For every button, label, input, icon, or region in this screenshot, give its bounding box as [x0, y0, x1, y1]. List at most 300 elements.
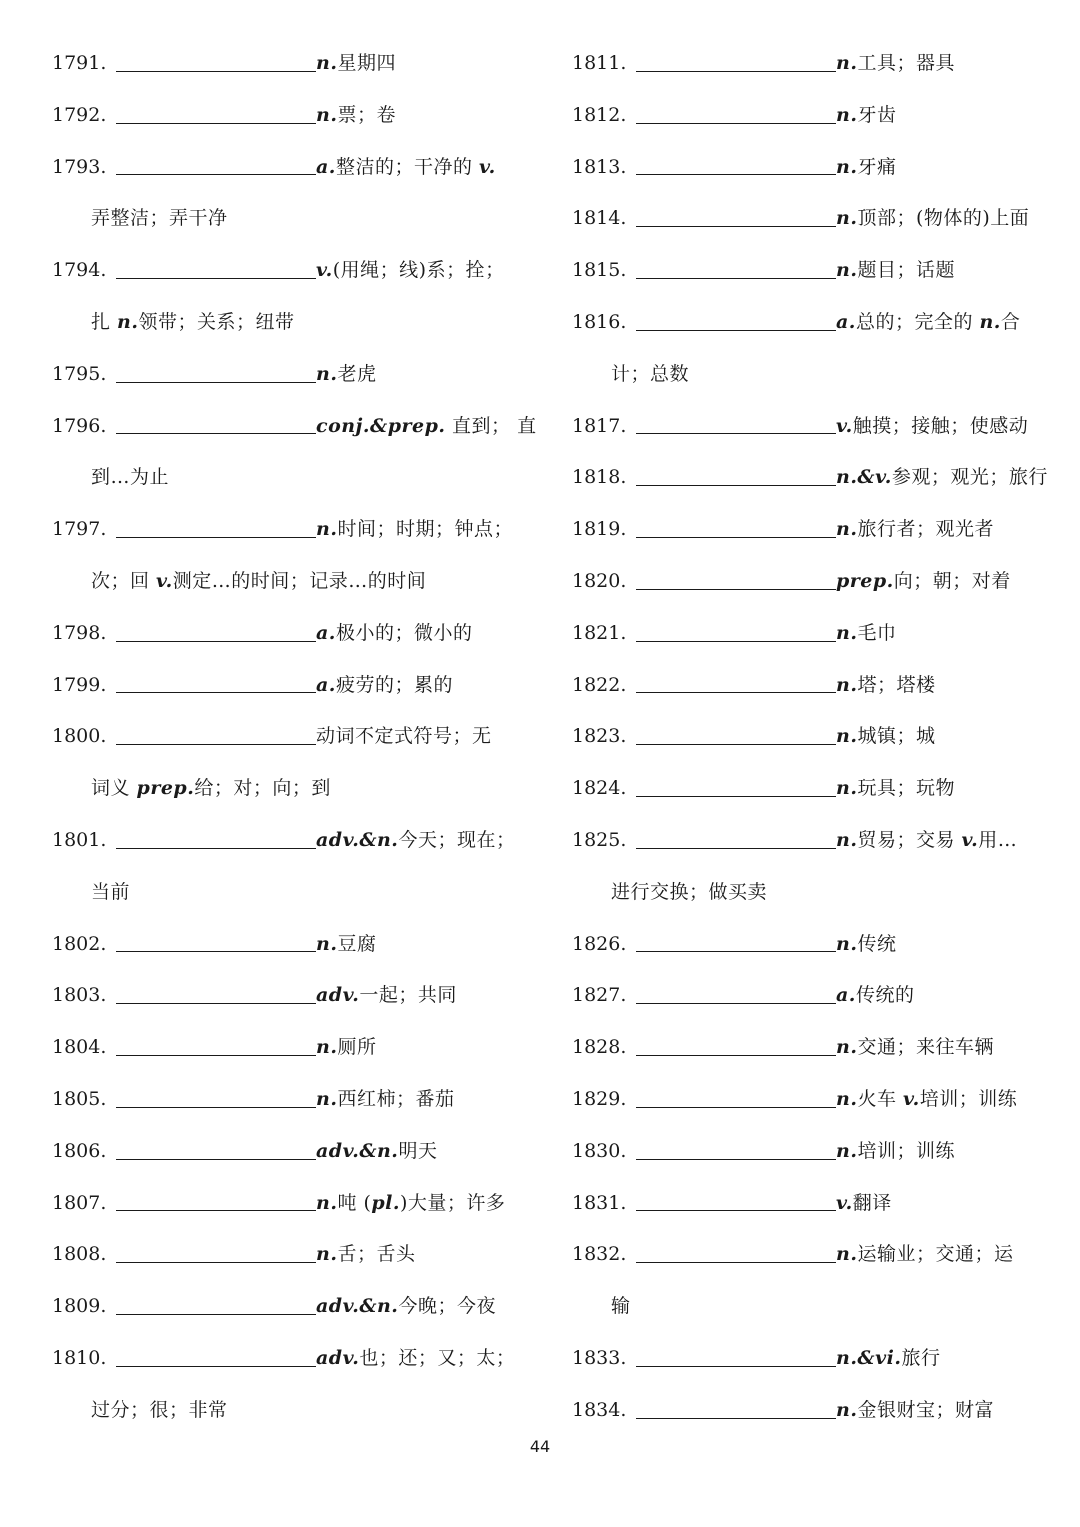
answer-blank[interactable]	[116, 1106, 316, 1108]
definition-text: 工具；器具	[857, 52, 955, 74]
definition	[836, 1074, 1017, 1126]
part-of-speech: n.	[316, 932, 338, 955]
answer-blank[interactable]	[636, 743, 836, 745]
answer-blank[interactable]	[636, 1417, 836, 1419]
definition-text: 顶部；(物体的)上面	[857, 207, 1030, 230]
entry-number: 1810.	[52, 1346, 107, 1369]
definition	[836, 297, 1020, 349]
vocab-entry	[572, 1126, 1034, 1178]
definition-text: 老虎	[337, 362, 377, 385]
definition	[91, 1385, 228, 1437]
definition-text: 火车	[857, 1087, 903, 1110]
answer-blank[interactable]	[636, 484, 836, 486]
vocab-entry	[572, 193, 1034, 245]
entry-number: 1814.	[572, 207, 627, 230]
definition-text: 极小的；微小的	[335, 621, 473, 644]
vocab-entry	[572, 711, 1034, 763]
definition	[316, 245, 505, 297]
entry-number: 1826.	[572, 932, 627, 955]
vocab-entry	[52, 142, 512, 194]
entry-number: 1825.	[572, 828, 627, 851]
answer-blank[interactable]	[636, 173, 836, 175]
definition	[836, 38, 955, 90]
vocab-entry	[572, 608, 1034, 660]
part-of-speech: n.	[836, 725, 858, 748]
vocab-continuation	[52, 867, 512, 919]
definition-text: 也；还；又；太；	[359, 1346, 516, 1369]
part-of-speech: adv.&n.	[316, 1295, 399, 1318]
definition	[611, 349, 689, 401]
left-column	[52, 38, 537, 1437]
part-of-speech: n.	[316, 1036, 338, 1059]
definition	[836, 660, 935, 712]
part-of-speech: adv.	[316, 984, 360, 1007]
vocab-continuation	[52, 1385, 512, 1437]
definition-text: 题目；话题	[857, 259, 955, 282]
definition-text: 星期四	[337, 52, 396, 74]
vocab-entry	[572, 504, 1034, 556]
definition	[316, 90, 396, 142]
definition-text: 毛巾	[857, 621, 897, 644]
part-of-speech: n.	[979, 310, 1001, 333]
answer-blank[interactable]	[116, 691, 316, 693]
entry-number: 1813.	[572, 155, 627, 178]
definition	[316, 1281, 496, 1333]
vocab-entry	[572, 401, 1034, 453]
entry-number: 1795.	[52, 362, 107, 385]
part-of-speech: pl.	[371, 1191, 401, 1214]
part-of-speech: n.	[836, 52, 858, 74]
definition	[836, 142, 896, 194]
definition	[316, 815, 515, 867]
vocab-continuation	[572, 1281, 1034, 1333]
vocab-entry	[52, 401, 537, 453]
definition	[316, 38, 396, 90]
definition-text: (用绳；线)系；拴；	[332, 259, 505, 282]
definition-text: 词义	[91, 777, 137, 800]
definition	[316, 1333, 515, 1385]
part-of-speech: a.	[316, 621, 336, 644]
answer-blank[interactable]	[636, 432, 836, 434]
entry-number: 1824.	[572, 777, 627, 800]
vocab-entry	[52, 1178, 512, 1230]
definition	[91, 297, 295, 349]
vocab-entry	[572, 556, 1034, 608]
answer-blank[interactable]	[116, 1002, 316, 1004]
part-of-speech: n.	[836, 155, 858, 178]
part-of-speech: n.	[836, 932, 858, 955]
vocab-entry	[52, 919, 512, 971]
answer-blank[interactable]	[116, 1365, 316, 1367]
vocab-entry	[572, 1333, 1034, 1385]
definition-text: 一起；共同	[359, 984, 457, 1007]
entry-number: 1798.	[52, 621, 107, 644]
entry-number: 1803.	[52, 984, 107, 1007]
part-of-speech: n.	[316, 362, 338, 385]
definition-text: 计；总数	[611, 362, 690, 385]
part-of-speech: n.	[316, 1087, 338, 1110]
part-of-speech: adv.&n.	[316, 1139, 399, 1162]
answer-blank[interactable]	[636, 795, 836, 797]
vocab-entry	[52, 711, 512, 763]
definition-text: 触摸；接触；使感动	[852, 414, 1029, 437]
definition-text: 城镇；城	[857, 725, 936, 748]
definition	[316, 919, 376, 971]
definition-text: 旅行者；观光者	[857, 518, 994, 541]
vocab-continuation	[52, 193, 512, 245]
entry-number: 1833.	[572, 1346, 627, 1369]
definition-text: 整洁的；干净的	[335, 155, 479, 178]
definition	[91, 452, 169, 504]
definition	[91, 193, 228, 245]
definition-text: 疲劳的；累的	[335, 673, 453, 696]
part-of-speech: n.	[836, 207, 858, 230]
answer-blank[interactable]	[116, 847, 316, 849]
definition-text: 直到； 直	[445, 414, 537, 437]
definition	[316, 1074, 454, 1126]
definition-text: 舌；舌头	[337, 1243, 416, 1266]
definition-text: 运输业；交通；运	[857, 1243, 1014, 1266]
definition	[611, 1281, 631, 1333]
definition-text: 给；对；向；到	[194, 777, 331, 800]
entry-number: 1831.	[572, 1191, 627, 1214]
definition	[836, 919, 896, 971]
part-of-speech: v.	[316, 259, 333, 282]
answer-blank[interactable]	[636, 691, 836, 693]
definition-text: 进行交换；做买卖	[611, 880, 768, 903]
answer-blank[interactable]	[636, 1054, 836, 1056]
definition	[836, 401, 1028, 453]
vocab-continuation	[52, 556, 512, 608]
entry-number: 1811.	[572, 52, 627, 74]
part-of-speech: n.	[316, 518, 338, 541]
answer-blank[interactable]	[116, 432, 316, 434]
entry-number: 1793.	[52, 155, 107, 178]
definition-text: 动词不定式符号；无	[316, 725, 492, 748]
answer-blank[interactable]	[116, 743, 316, 745]
vocab-entry	[52, 504, 512, 556]
vocab-continuation	[52, 452, 512, 504]
answer-blank[interactable]	[636, 1158, 836, 1160]
vocab-continuation	[572, 867, 1034, 919]
part-of-speech: a.	[836, 310, 856, 333]
entry-number: 1797.	[52, 518, 107, 541]
entry-number: 1830.	[572, 1139, 627, 1162]
definition-text: 玩具；玩物	[857, 777, 955, 800]
definition	[611, 867, 767, 919]
vocab-entry	[52, 38, 512, 90]
answer-blank[interactable]	[116, 640, 316, 642]
entry-number: 1807.	[52, 1191, 107, 1214]
right-column	[572, 38, 1048, 1437]
part-of-speech: n.	[836, 1243, 858, 1266]
answer-blank[interactable]	[116, 173, 316, 175]
vocab-entry	[52, 608, 512, 660]
definition-text: 传统的	[855, 984, 915, 1007]
definition-text: 参观；观光；旅行	[891, 466, 1048, 489]
vocab-entry	[572, 1178, 1034, 1230]
vocab-entry	[572, 1385, 1034, 1437]
entry-number: 1817.	[572, 414, 627, 437]
answer-blank[interactable]	[116, 122, 316, 124]
part-of-speech: v.	[836, 414, 853, 437]
answer-blank[interactable]	[636, 1002, 836, 1004]
vocab-entry	[52, 970, 512, 1022]
definition-text: 牙齿	[857, 103, 897, 126]
definition	[316, 1126, 437, 1178]
answer-blank[interactable]	[116, 277, 316, 279]
definition	[316, 608, 472, 660]
vocab-entry	[572, 90, 1034, 142]
part-of-speech: n.	[316, 52, 338, 74]
answer-blank[interactable]	[636, 536, 836, 538]
part-of-speech: n.	[836, 777, 858, 800]
part-of-speech: adv.	[316, 1346, 360, 1369]
definition-text: 时间；时期；钟点；	[337, 518, 513, 541]
part-of-speech: adv.&n.	[316, 828, 399, 851]
part-of-speech: n.	[836, 518, 858, 541]
vocab-entry	[572, 815, 1034, 867]
part-of-speech: v.	[836, 1191, 853, 1214]
vocab-entry	[52, 1074, 512, 1126]
vocab-continuation	[52, 297, 512, 349]
definition	[316, 504, 513, 556]
vocab-entry	[572, 452, 1048, 504]
entry-number: 1802.	[52, 932, 107, 955]
definition-text: 今晚；今夜	[398, 1295, 496, 1318]
answer-blank[interactable]	[636, 122, 836, 124]
part-of-speech: n.	[316, 103, 338, 126]
definition	[316, 970, 457, 1022]
answer-blank[interactable]	[636, 588, 836, 590]
entry-number: 1819.	[572, 518, 627, 541]
definition-text: 次；回	[91, 569, 157, 592]
definition	[316, 711, 492, 763]
definition-text: 豆腐	[337, 932, 377, 955]
part-of-speech: a.	[316, 155, 336, 178]
definition-text: 合	[1000, 310, 1021, 333]
entry-number: 1823.	[572, 725, 627, 748]
definition	[836, 1126, 955, 1178]
definition	[836, 1178, 892, 1230]
definition-text: 用…	[978, 828, 1018, 851]
part-of-speech: n.	[836, 1139, 858, 1162]
definition-text: 培训；训练	[919, 1087, 1018, 1110]
entry-number: 1815.	[572, 259, 627, 282]
definition-text: 牙痛	[857, 155, 897, 178]
entry-number: 1820.	[572, 569, 627, 592]
definition	[91, 556, 426, 608]
definition	[316, 1178, 505, 1230]
vocab-entry	[52, 90, 512, 142]
answer-blank[interactable]	[116, 1313, 316, 1315]
answer-blank[interactable]	[636, 640, 836, 642]
vocab-entry	[52, 245, 512, 297]
entry-number: 1796.	[52, 414, 107, 437]
answer-blank[interactable]	[636, 225, 836, 227]
definition	[836, 1333, 940, 1385]
definition	[91, 763, 331, 815]
answer-blank[interactable]	[116, 1209, 316, 1211]
answer-blank[interactable]	[636, 1209, 836, 1211]
vocab-entry	[572, 142, 1034, 194]
definition	[836, 90, 896, 142]
definition-text: 交通；来往车辆	[857, 1036, 994, 1059]
definition	[836, 245, 955, 297]
entry-number: 1834.	[572, 1398, 627, 1421]
vocab-entry	[572, 660, 1034, 712]
part-of-speech: prep.	[836, 569, 894, 592]
definition	[836, 193, 1029, 245]
vocab-entry	[52, 815, 516, 867]
definition	[316, 401, 537, 453]
answer-blank[interactable]	[636, 329, 836, 331]
answer-blank[interactable]	[636, 1261, 836, 1263]
vocab-entry	[572, 1229, 1034, 1281]
vocab-continuation	[52, 763, 512, 815]
answer-blank[interactable]	[116, 1261, 316, 1263]
vocab-entry	[52, 1229, 512, 1281]
definition	[836, 1385, 994, 1437]
part-of-speech: n.	[836, 259, 858, 282]
definition-text: 到…为止	[91, 466, 170, 489]
vocab-entry	[572, 297, 1034, 349]
part-of-speech: v.	[961, 828, 979, 851]
definition-text: 向；朝；对着	[893, 569, 1011, 592]
part-of-speech: n.	[836, 1087, 858, 1110]
entry-number: 1828.	[572, 1036, 627, 1059]
definition	[836, 1229, 1013, 1281]
definition	[836, 504, 994, 556]
vocab-entry	[52, 1333, 516, 1385]
definition-text: 当前	[91, 880, 131, 903]
part-of-speech: v.	[156, 569, 173, 592]
vocab-entry	[572, 245, 1034, 297]
answer-blank[interactable]	[116, 950, 316, 952]
part-of-speech: n.&v.	[836, 466, 892, 489]
definition	[836, 970, 914, 1022]
definition-text: 吨 (	[337, 1191, 372, 1214]
definition-text: 测定…的时间；记录…的时间	[172, 569, 427, 592]
entry-number: 1822.	[572, 673, 627, 696]
definition-text: 旅行	[901, 1346, 941, 1369]
definition	[836, 711, 935, 763]
part-of-speech: v.	[478, 155, 496, 178]
vocab-continuation	[572, 349, 1034, 401]
part-of-speech: n.	[836, 828, 858, 851]
vocab-entry	[572, 38, 1034, 90]
entry-number: 1818.	[572, 466, 627, 489]
definition-text: 总的；完全的	[855, 310, 980, 333]
definition-text: 培训；训练	[857, 1139, 955, 1162]
definition	[316, 660, 453, 712]
vocab-entry	[52, 1126, 512, 1178]
vocab-entry	[52, 1281, 512, 1333]
definition	[836, 608, 896, 660]
answer-blank[interactable]	[116, 1054, 316, 1056]
definition	[836, 1022, 994, 1074]
entry-number: 1792.	[52, 103, 107, 126]
entry-number: 1821.	[572, 621, 627, 644]
part-of-speech: n.	[836, 103, 858, 126]
definition-text: 票；卷	[337, 103, 396, 126]
definition-text: 西红柿；番茄	[337, 1087, 455, 1110]
entry-number: 1791.	[52, 52, 107, 74]
part-of-speech: a.	[836, 984, 856, 1007]
definition	[316, 349, 376, 401]
definition-text: 弄整洁；弄干净	[91, 207, 228, 230]
vocab-entry	[52, 1022, 512, 1074]
definition-text: 传统	[857, 932, 897, 955]
entry-number: 1800.	[52, 725, 107, 748]
definition-text: )大量；许多	[400, 1191, 506, 1214]
definition-text: 厕所	[337, 1036, 377, 1059]
answer-blank[interactable]	[636, 70, 836, 72]
entry-number: 1812.	[572, 103, 627, 126]
entry-number: 1809.	[52, 1295, 107, 1318]
answer-blank[interactable]	[636, 1106, 836, 1108]
answer-blank[interactable]	[636, 847, 836, 849]
definition-text: 翻译	[852, 1191, 892, 1214]
part-of-speech: n.	[836, 673, 858, 696]
entry-number: 1816.	[572, 310, 627, 333]
entry-number: 1827.	[572, 984, 627, 1007]
definition-text: 过分；很；非常	[91, 1398, 228, 1421]
definition-text: 贸易；交易	[857, 828, 962, 851]
answer-blank[interactable]	[636, 277, 836, 279]
answer-blank[interactable]	[116, 1158, 316, 1160]
definition-text: 领带；关系；纽带	[138, 310, 295, 333]
vocab-entry	[572, 970, 1034, 1022]
entry-number: 1794.	[52, 259, 107, 282]
definition	[836, 763, 955, 815]
vocab-entry	[52, 349, 512, 401]
answer-blank[interactable]	[636, 950, 836, 952]
part-of-speech: a.	[316, 673, 336, 696]
part-of-speech: n.	[836, 1036, 858, 1059]
definition-text: 塔；塔楼	[857, 673, 936, 696]
definition	[316, 1022, 376, 1074]
part-of-speech: n.	[836, 1398, 858, 1421]
part-of-speech: n.	[316, 1191, 338, 1214]
vocab-entry	[52, 660, 512, 712]
entry-number: 1829.	[572, 1087, 627, 1110]
vocab-entry	[572, 919, 1034, 971]
answer-blank[interactable]	[116, 536, 316, 538]
definition-text: 金银财宝；财富	[857, 1398, 994, 1421]
entry-number: 1799.	[52, 673, 107, 696]
part-of-speech: conj.&prep.	[316, 414, 446, 437]
entry-number: 1808.	[52, 1243, 107, 1266]
vocab-entry	[572, 1074, 1034, 1126]
definition-text: 输	[611, 1295, 631, 1318]
definition-text: 明天	[398, 1139, 438, 1162]
part-of-speech: n.	[117, 310, 139, 333]
part-of-speech: v.	[902, 1087, 920, 1110]
definition	[836, 556, 1011, 608]
answer-blank[interactable]	[116, 70, 316, 72]
vocab-entry	[572, 1022, 1034, 1074]
entry-number: 1806.	[52, 1139, 107, 1162]
answer-blank[interactable]	[116, 381, 316, 383]
part-of-speech: n.	[836, 621, 858, 644]
definition	[836, 452, 1048, 504]
part-of-speech: prep.	[136, 777, 195, 800]
definition	[316, 1229, 415, 1281]
vocab-entry	[572, 763, 1034, 815]
answer-blank[interactable]	[636, 1365, 836, 1367]
entry-number: 1805.	[52, 1087, 107, 1110]
